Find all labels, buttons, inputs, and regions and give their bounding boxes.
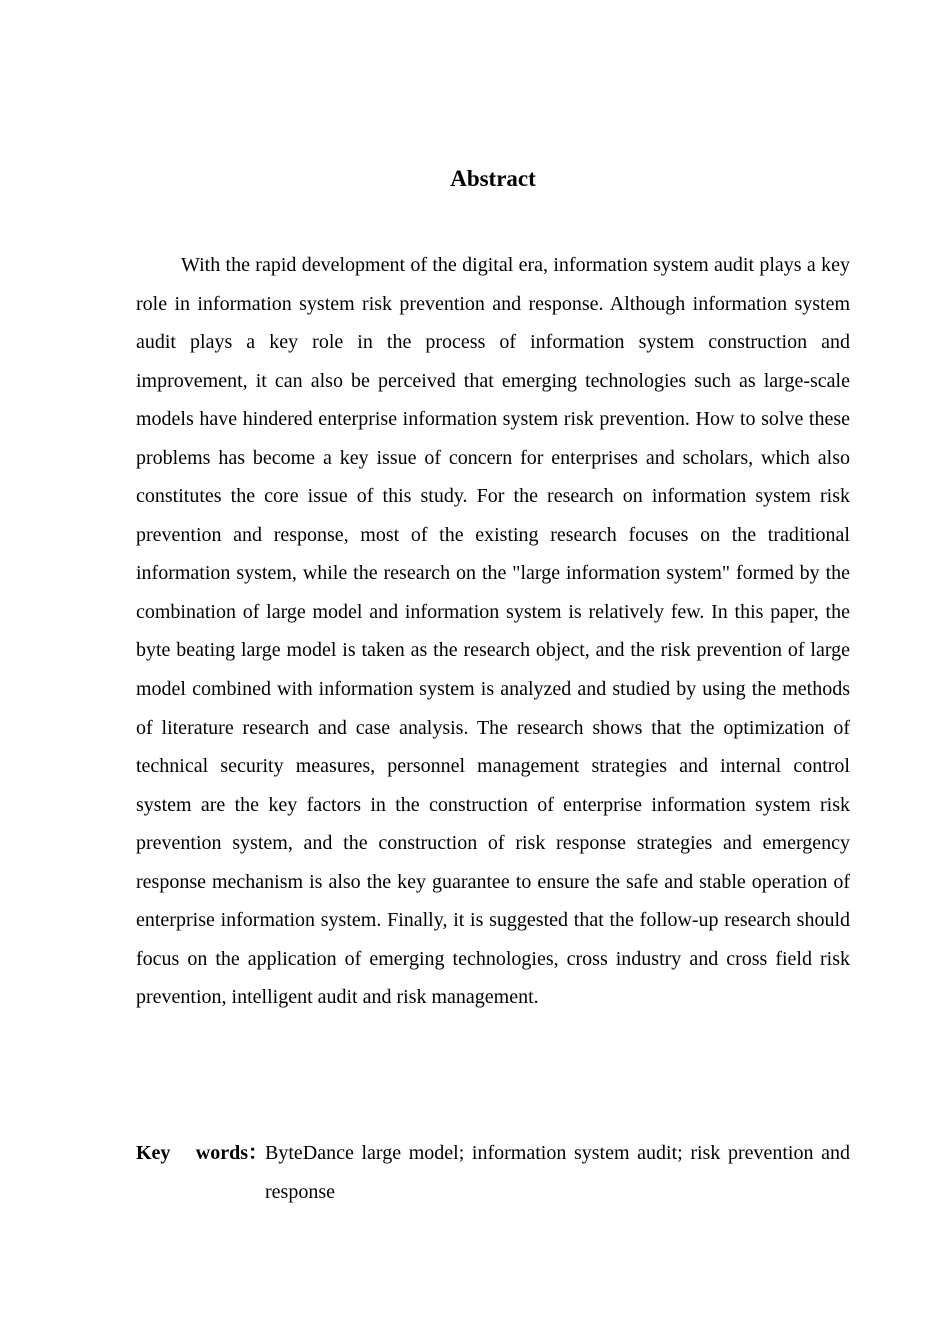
page-title: Abstract bbox=[450, 166, 536, 191]
keywords-separator: ： bbox=[248, 1142, 268, 1164]
keywords-label: Key words bbox=[136, 1142, 248, 1164]
keywords-text: ByteDance large model; information system audit; risk prevention and response bbox=[265, 1142, 850, 1203]
keywords-line bbox=[136, 1134, 850, 1211]
abstract-paragraph: With the rapid development of the digital era, information system audit plays a key role in information system risk prevention and response. Although information system audit plays a key role in the process of information system construction and improvement, it can also be perceived that emerging technologies such as large-scale models have hindered enterprise information system risk prevention. How to solve these problems has become a key issue of concern for enterprises and scholars, which also constitutes the core issue of this study. For the research on information system risk prevention and response, most of the existing research focuses on the traditional information system, while the research on the "large information system" formed by the combination of large model and information system is relatively few. In this paper, the byte beating large model is taken as the research object, and the risk prevention of large model combined with information system is analyzed and studied by using the methods of literature research and case analysis. The research shows that the optimization of technical security measures, personnel management strategies and internal control system are the key factors in the construction of enterprise information system risk prevention system, and the construction of risk response strategies and emergency response mechanism is also the key guarantee to ensure the safe and stable operation of enterprise information system. Finally, it is suggested that the follow-up research should focus on the application of emerging technologies, cross industry and cross field risk prevention, intelligent audit and risk management. bbox=[136, 254, 850, 1009]
keywords-label-group bbox=[136, 1134, 268, 1173]
